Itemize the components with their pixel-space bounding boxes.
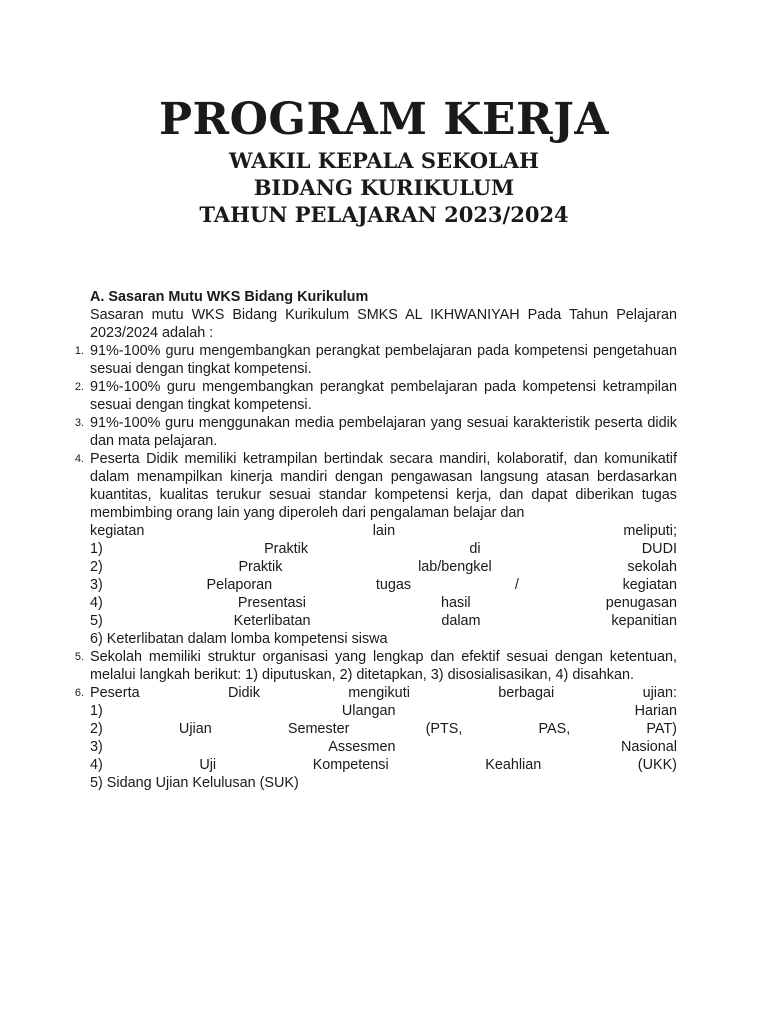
subtitle-line: BIDANG KURIKULUM (253, 175, 515, 200)
subtitle-line: WAKIL KEPALA SEKOLAH (229, 148, 539, 173)
document-subtitle (0, 147, 768, 228)
list-item-text: 91%-100% guru mengembangkan perangkat pembelajaran pada kompetensi ketrampilan sesuai dengan tingkat kompetensi. (90, 379, 677, 413)
justified-line (90, 684, 677, 702)
word: 4) (90, 595, 103, 611)
word: Kompetensi (312, 757, 389, 773)
list-number: 3. (74, 417, 84, 429)
word: Harian (634, 703, 677, 719)
word: mengikuti (348, 685, 410, 701)
sub-item (90, 558, 677, 576)
word: 1) (90, 541, 103, 557)
sub-item (90, 594, 677, 612)
list-item (74, 378, 677, 414)
list-item (74, 450, 677, 648)
word: penugasan (605, 595, 677, 611)
word: 2) (90, 721, 103, 737)
word: Presentasi (237, 595, 306, 611)
word: (UKK) (637, 757, 677, 773)
word: PAT) (646, 721, 677, 737)
word: sekolah (627, 559, 677, 575)
word: Nasional (620, 739, 677, 755)
word: Ulangan (341, 703, 396, 719)
word: Praktik (264, 541, 309, 557)
sub-item (90, 612, 677, 630)
document-title: PROGRAM KERJA (158, 94, 610, 145)
list-item (74, 342, 677, 378)
word: lain (372, 523, 396, 539)
subtitle-line: TAHUN PELAJARAN 2023/2024 (199, 202, 569, 227)
word: kepanitian (611, 613, 677, 629)
word: 3) (90, 739, 103, 755)
word: Ujian (178, 721, 212, 737)
sub-item (90, 738, 677, 756)
word: PAS, (538, 721, 571, 737)
word: 1) (90, 703, 103, 719)
word: Uji (199, 757, 217, 773)
word: berbagai (498, 685, 555, 701)
word: 5) (90, 613, 103, 629)
word: Peserta (90, 685, 140, 701)
word: Pelaporan (206, 577, 273, 593)
word: meliputi; (623, 523, 677, 539)
word: tugas (375, 577, 412, 593)
sub-item (90, 702, 677, 720)
list-number: 6. (74, 687, 84, 699)
list-item (74, 414, 677, 450)
sub-item (90, 576, 677, 594)
list-number: 1. (74, 345, 84, 357)
list-number: 5. (74, 651, 84, 663)
word: 4) (90, 757, 103, 773)
sub-item: 5) Sidang Ujian Kelulusan (SUK) (90, 775, 299, 791)
word: Didik (227, 685, 260, 701)
list-number: 2. (74, 381, 84, 393)
section-intro: Sasaran mutu WKS Bidang Kurikulum SMKS AL IKHWANIYAH Pada Tahun Pelajaran 2023/2024 adalah : (90, 307, 677, 341)
word: Keahlian (485, 757, 542, 773)
goals-list (74, 342, 677, 792)
sub-item (90, 720, 677, 738)
word: kegiatan (622, 577, 677, 593)
word: DUDI (641, 541, 677, 557)
word: Semester (287, 721, 350, 737)
section-heading: A. Sasaran Mutu WKS Bidang Kurikulum (90, 289, 369, 305)
justified-line (90, 522, 677, 540)
list-number: 4. (74, 453, 84, 465)
word: Keterlibatan (233, 613, 311, 629)
list-item (74, 684, 677, 792)
word: 3) (90, 577, 103, 593)
list-item-text: Sekolah memiliki struktur organisasi yang lengkap dan efektif sesuai dengan ketentuan, melalui langkah berikut: 1) diputuskan, 2) ditetapkan, 3) disosialisasikan, 4) disahkan. (90, 649, 677, 683)
word: (PTS, (425, 721, 463, 737)
word: dalam (441, 613, 481, 629)
sub-item (90, 756, 677, 774)
list-item-text: 91%-100% guru mengembangkan perangkat pembelajaran pada kompetensi pengetahuan sesuai dengan tingkat kompetensi. (90, 343, 677, 377)
word: lab/bengkel (418, 559, 492, 575)
word: kegiatan (90, 523, 145, 539)
list-item-text: 91%-100% guru menggunakan media pembelajaran yang sesuai karakteristik peserta didik dan mata pelajaran. (90, 415, 677, 449)
document-body (74, 288, 677, 792)
word: Praktik (238, 559, 283, 575)
word: Assesmen (328, 739, 396, 755)
word: hasil (441, 595, 471, 611)
sub-item: 6) Keterlibatan dalam lomba kompetensi siswa (90, 631, 388, 647)
word: / (514, 577, 519, 593)
sub-item (90, 540, 677, 558)
word: ujian: (642, 685, 677, 701)
word: di (469, 541, 481, 557)
list-item-text: Peserta Didik memiliki ketrampilan bertindak secara mandiri, kolaboratif, dan komunikatif dalam menampilkan kinerja mandiri dengan pengawasan langsung atasan berdasarkan kuantitas, kualitas terukur sesuai standar kompetensi kerja, dan dapat diberikan tugas membimbing orang lain yang diperoleh dari pengalaman belajar dan (90, 451, 677, 521)
word: 2) (90, 559, 103, 575)
list-item (74, 648, 677, 684)
